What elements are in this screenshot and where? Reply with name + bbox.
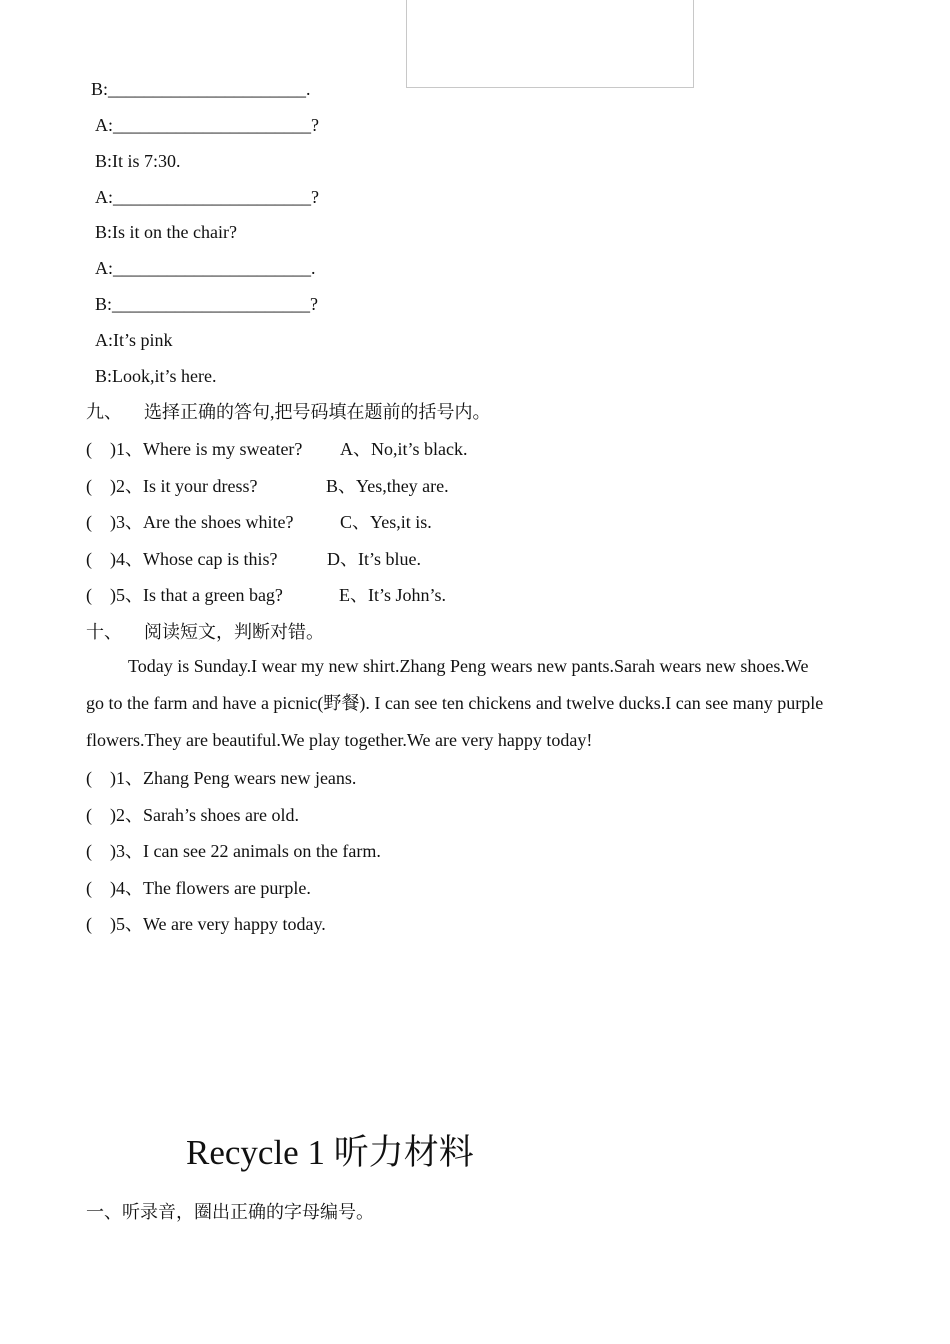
section-10-heading <box>86 621 324 643</box>
section-number: 九、 <box>86 402 122 422</box>
image-placeholder-frame <box>406 0 694 88</box>
passage-line: Today is Sunday.I wear my new shirt.Zhang Peng wears new pants.Sarah wears new shoes.We <box>128 656 809 676</box>
dialog-line: B:______________________? <box>95 294 319 314</box>
dialog-line: A:______________________? <box>95 187 319 207</box>
dialog-line: B:Look,it’s here. <box>95 366 217 386</box>
dialog-line: A:It’s pink <box>95 330 173 350</box>
dialog-line: A:______________________? <box>95 115 319 135</box>
section-9-heading <box>86 401 491 423</box>
dialog-line: A:______________________. <box>95 258 316 278</box>
section-number: 十、 <box>86 622 122 642</box>
section-title: 阅读短文，判断对错。 <box>144 622 324 642</box>
listening-section-1: 一、听录音，圈出正确的字母编号。 <box>86 1202 374 1222</box>
passage-line: flowers.They are beautiful.We play together.We are very happy today! <box>86 730 593 750</box>
reading-passage <box>86 648 876 759</box>
listening-heading: Recycle 1 听力材料 <box>186 1133 474 1172</box>
section-title: 选择正确的答句,把号码填在题前的括号内。 <box>144 402 491 422</box>
passage-line: go to the farm and have a picnic(野餐). I can see ten chickens and twelve ducks.I can see many purple <box>86 693 824 713</box>
dialog-line: B:It is 7:30. <box>95 151 181 171</box>
dialog-line: B:Is it on the chair? <box>95 222 237 242</box>
dialog-line: B:______________________. <box>91 79 311 99</box>
